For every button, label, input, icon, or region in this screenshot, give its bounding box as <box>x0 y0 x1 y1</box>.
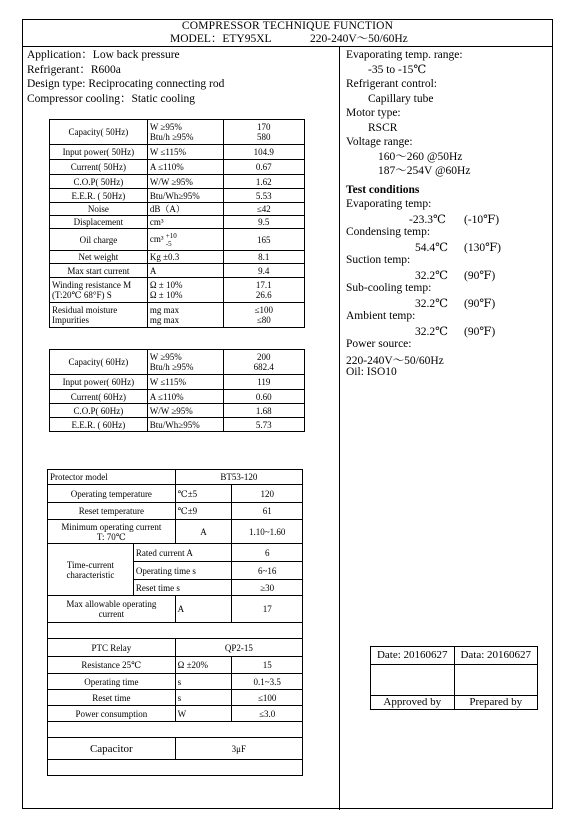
ptc-reset-val: ≤100 <box>232 690 303 706</box>
evap-temp-f: (-10℉) <box>464 214 500 226</box>
voltage-label: Voltage range: <box>346 136 413 148</box>
prepared-by-label: Prepared by <box>454 696 538 710</box>
impurities-label: Impurities <box>52 315 89 325</box>
cop50-label: C.O.P( 50Hz) <box>50 175 148 189</box>
ptc-power-label: Power consumption <box>48 706 176 722</box>
power-source-label: Power source: <box>346 338 412 350</box>
cap50-val-w: 170 <box>257 122 271 132</box>
ambient-temp-label: Ambient temp: <box>346 310 416 322</box>
net-weight-unit: Kg ±0.3 <box>147 251 223 264</box>
moisture-val: ≤100 <box>254 305 274 315</box>
oil-charge-val: 165 <box>223 229 304 251</box>
reset-temp-label: Reset temperature <box>48 503 176 520</box>
reset-time-val: ≥30 <box>232 580 303 596</box>
op-temp-unit: ℃±5 <box>175 485 232 503</box>
capacity-50-label: Capacity( 50Hz) <box>50 120 148 145</box>
winding-label-1: Winding resistance M <box>52 280 132 290</box>
displacement-unit: cm³ <box>147 216 223 229</box>
cap60-val-w: 200 <box>257 352 271 362</box>
compressor-cooling: Compressor cooling：Static cooling <box>27 92 196 105</box>
oil-type: Oil: ISO10 <box>346 366 397 378</box>
ref-control-val: Capillary tube <box>368 92 434 105</box>
right-specs <box>346 48 470 179</box>
protector-model-val: BT53-120 <box>175 470 302 485</box>
capacitor-label: Capacitor <box>48 738 176 760</box>
motor-type-label: Motor type: <box>346 107 401 119</box>
cap50-val-btu: 580 <box>257 132 271 142</box>
cap60-unit-btu: Btu/h ≥95% <box>149 362 194 372</box>
current50-unit: A ≤110% <box>147 160 223 175</box>
motor-type-val: RSCR <box>368 121 398 134</box>
ptc-res-unit: Ω ±20% <box>175 657 232 674</box>
subcool-temp-f: (90℉) <box>464 298 496 310</box>
cop60-label: C.O.P( 60Hz) <box>50 404 148 418</box>
eer60-label: E.E.R. ( 60Hz) <box>50 418 148 432</box>
oil-charge-label: Oil charge <box>50 229 148 251</box>
current50-val: 0.67 <box>223 160 304 175</box>
protector-model-label: Protector model <box>48 470 176 485</box>
reset-time-label: Reset time s <box>133 580 232 596</box>
perf-60hz-table <box>49 349 305 432</box>
winding-val-2: 26.6 <box>255 290 272 300</box>
empty-row-2 <box>48 722 303 738</box>
signoff-table <box>370 646 538 710</box>
ref-control-label: Refrigerant control: <box>346 78 438 90</box>
ptc-res-val: 15 <box>232 657 303 674</box>
op-temp-label: Operating temperature <box>48 485 176 503</box>
evap-temp-label: Evaporating temp: <box>346 198 432 210</box>
operating-time-label: Operating time s <box>133 562 232 580</box>
winding-val-1: 17.1 <box>255 280 272 290</box>
oil-tol-minus: -5 <box>165 239 172 248</box>
input60-label: Input power( 60Hz) <box>50 375 148 390</box>
document-frame <box>22 19 553 809</box>
design-type: Design type: Reciprocating connecting rod <box>27 78 225 90</box>
cap60-val-btu: 682.4 <box>253 362 274 372</box>
winding-unit-1: Ω ± 10% <box>149 280 183 290</box>
oil-charge-unit-cell <box>147 229 223 251</box>
eer50-label: E.E.R. ( 50Hz) <box>50 189 148 203</box>
approval-signature-box <box>371 665 455 696</box>
eer50-unit: Btu/Wh≥95% <box>147 189 223 203</box>
impurities-unit: mg max <box>149 315 180 325</box>
net-weight-val: 8.1 <box>223 251 304 264</box>
ptc-reset-unit: s <box>175 690 232 706</box>
min-op-label-1: Minimum operating current <box>61 521 162 532</box>
general-info <box>27 48 224 106</box>
refrigerant: Refrigerant：R600a <box>27 63 121 76</box>
cap50-unit-w: W ≥95% <box>149 122 182 132</box>
input60-val: 119 <box>223 375 304 390</box>
cap50-unit-btu: Btu/h ≥95% <box>149 132 194 142</box>
noise-label: Noise <box>50 203 148 216</box>
ptc-optime-label: Operating time <box>48 674 176 690</box>
eer60-val: 5.73 <box>223 418 304 432</box>
rated-current-label: Rated current A <box>133 544 232 562</box>
rated-current-val: 6 <box>232 544 303 562</box>
cond-temp-f: (130℉) <box>464 242 501 254</box>
max-allow-label-2: current <box>98 609 125 619</box>
test-conditions-title: Test conditions <box>346 184 420 196</box>
cop50-val: 1.62 <box>223 175 304 189</box>
operating-time-val: 6~16 <box>232 562 303 580</box>
net-weight-label: Net weight <box>50 251 148 264</box>
approval-date: Date: 20160627 <box>371 647 455 665</box>
min-op-unit: A <box>175 520 232 544</box>
input50-unit: W ≤115% <box>147 145 223 160</box>
max-allow-label-1: Max allowable operating <box>66 599 157 609</box>
subcool-temp-label: Sub-cooling temp: <box>346 282 432 294</box>
op-temp-val: 120 <box>232 485 303 503</box>
suction-temp-label: Suction temp: <box>346 254 411 266</box>
input50-label: Input power( 50Hz) <box>50 145 148 160</box>
current50-label: Current( 50Hz) <box>50 160 148 175</box>
cond-temp-c: 54.4℃ <box>415 242 448 254</box>
ambient-temp-c: 32.2℃ <box>415 326 448 338</box>
cop60-unit: W/W ≥95% <box>147 404 223 418</box>
capacitor-val: 3μF <box>175 738 302 760</box>
approved-by-label: Approved by <box>371 696 455 710</box>
noise-val: ≤42 <box>223 203 304 216</box>
application: Application：Low back pressure <box>27 49 180 61</box>
cop50-unit: W/W ≥95% <box>147 175 223 189</box>
column-divider <box>339 47 340 810</box>
power-source-val: 220-240V～50/60Hz <box>346 355 444 367</box>
subcool-temp-c: 32.2℃ <box>415 298 448 310</box>
protector-table <box>47 469 303 776</box>
winding-label-2: (T:20℃ 68°F) S <box>52 290 112 300</box>
winding-unit-2: Ω ± 10% <box>149 290 183 300</box>
max-start-val: 9.4 <box>223 264 304 278</box>
oil-tol-plus: +10 <box>165 231 177 240</box>
evap-temp-c: -23.3℃ <box>409 214 446 226</box>
max-allow-unit: A <box>175 596 232 623</box>
current60-val: 0.60 <box>223 390 304 404</box>
noise-unit: dB（A） <box>147 203 223 216</box>
input60-unit: W ≤115% <box>147 375 223 390</box>
suction-temp-c: 32.2℃ <box>415 270 448 282</box>
input50-val: 104.9 <box>223 145 304 160</box>
cond-temp-label: Condensing temp: <box>346 226 431 238</box>
ptc-relay-label: PTC Relay <box>48 639 176 657</box>
max-allow-val: 17 <box>232 596 303 623</box>
eer60-unit: Btu/Wh≥95% <box>147 418 223 432</box>
ambient-temp-f: (90℉) <box>464 326 496 338</box>
max-start-unit: A <box>147 264 223 278</box>
prepared-date: Data: 20160627 <box>454 647 538 665</box>
suction-temp-f: (90℉) <box>464 270 496 282</box>
ptc-power-unit: W <box>175 706 232 722</box>
max-start-label: Max start current <box>50 264 148 278</box>
ptc-optime-unit: s <box>175 674 232 690</box>
capacity-60-label: Capacity( 60Hz) <box>50 350 148 375</box>
impurities-val: ≤80 <box>256 315 271 325</box>
doc-title: COMPRESSOR TECHNIQUE FUNCTION <box>181 20 394 32</box>
moisture-label: Residual moisture <box>52 305 118 315</box>
ptc-power-val: ≤3.0 <box>232 706 303 722</box>
title-block <box>23 20 552 47</box>
oil-charge-unit: cm³ <box>149 233 164 244</box>
ptc-relay-val: QP2-15 <box>175 639 302 657</box>
min-op-label-2: T: 70℃ <box>96 531 126 542</box>
voltage-val-60: 187～254V @60Hz <box>378 165 471 177</box>
current60-unit: A ≤110% <box>147 390 223 404</box>
cop60-val: 1.68 <box>223 404 304 418</box>
min-op-val: 1.10~1.60 <box>232 520 303 544</box>
reset-temp-unit: ℃±9 <box>175 503 232 520</box>
displacement-label: Displacement <box>50 216 148 229</box>
time-current-label-2: characteristic <box>66 569 115 580</box>
voltage-val-50: 160～260 @50Hz <box>378 150 463 163</box>
ptc-optime-val: 0.1~3.5 <box>232 674 303 690</box>
evap-range-label: Evaporating temp. range: <box>346 49 463 61</box>
cap60-unit-w: W ≥95% <box>149 352 182 362</box>
prepared-signature-box <box>454 665 538 696</box>
moisture-unit: mg max <box>149 305 180 315</box>
ptc-reset-label: Reset time <box>48 690 176 706</box>
eer50-val: 5.53 <box>223 189 304 203</box>
power-spec: 220-240V～50/60Hz <box>310 33 408 45</box>
reset-temp-val: 61 <box>232 503 303 520</box>
ptc-res-label: Resistance 25℃ <box>48 657 176 674</box>
time-current-label-1: Time-current <box>66 559 115 570</box>
displacement-val: 9.5 <box>223 216 304 229</box>
perf-50hz-table <box>49 119 305 328</box>
model-label: MODEL：ETY95XL <box>170 33 272 45</box>
current60-label: Current( 60Hz) <box>50 390 148 404</box>
empty-row-1 <box>48 623 303 639</box>
empty-row-3 <box>48 760 303 776</box>
evap-range-val: -35 to -15℃ <box>368 63 427 76</box>
